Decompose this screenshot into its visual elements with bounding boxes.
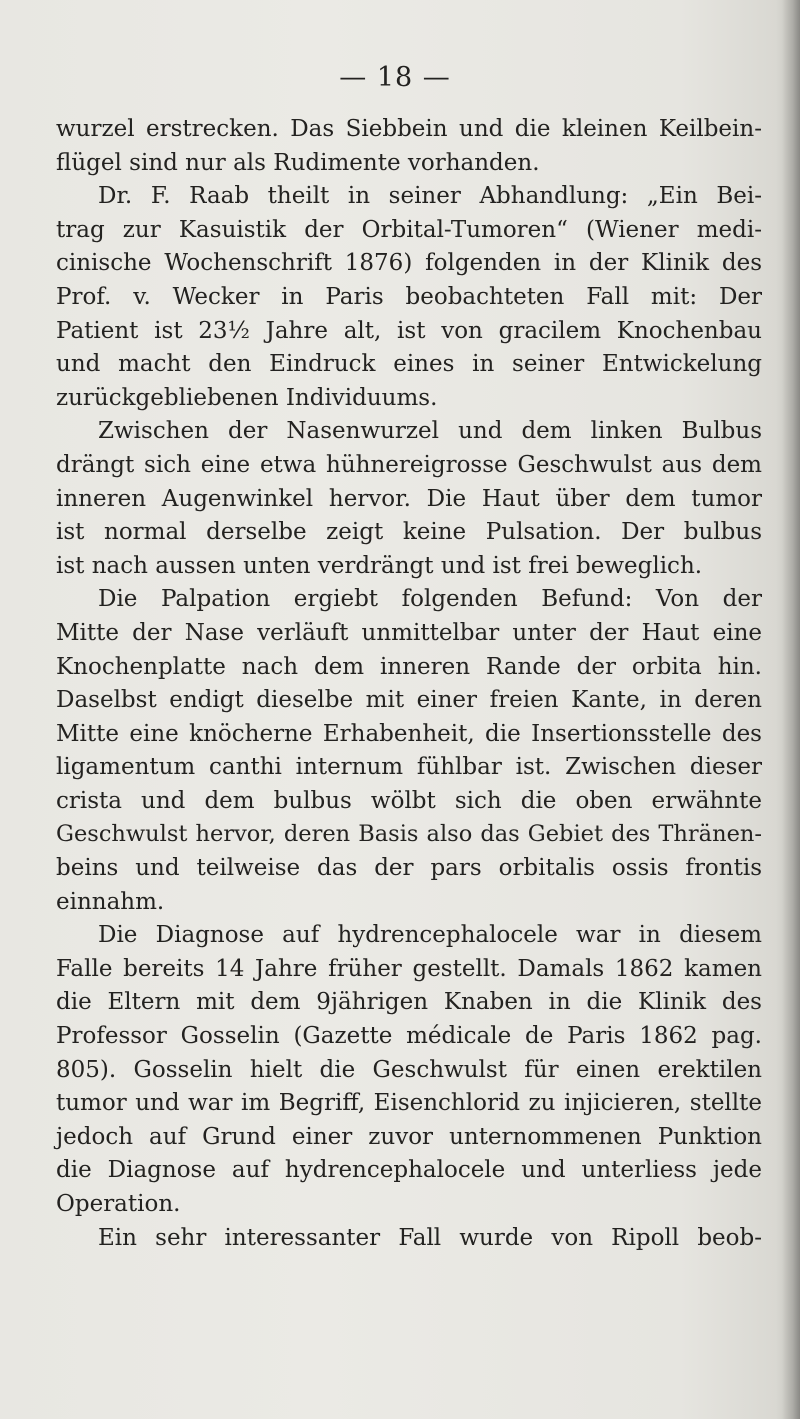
- text-line: Knochenplatte nach dem inneren Rande der orbita hin.: [56, 653, 762, 680]
- text-line: Prof. v. Wecker in Paris beobachteten Fall mit: Der: [56, 283, 762, 310]
- text-line: flügel sind nur als Rudimente vorhanden.: [56, 149, 540, 176]
- text-line: tumor und war im Begriff, Eisenchlorid zu injicieren, stellte: [56, 1090, 762, 1117]
- text-line: Professor Gosselin (Gazette médicale de Paris 1862 pag.: [56, 1023, 762, 1050]
- body-text: [56, 113, 762, 1255]
- text-line: jedoch auf Grund einer zuvor unternommenen Punktion: [56, 1123, 762, 1150]
- text-line: drängt sich eine etwa hühnereigrosse Geschwulst aus dem: [56, 451, 762, 478]
- text-line: ist nach aussen unten verdrängt und ist frei beweglich.: [56, 552, 703, 579]
- page-number: — 18 —: [339, 62, 451, 93]
- text-line: Dr. F. Raab theilt in seiner Abhandlung: „Ein Bei-: [98, 183, 762, 210]
- text-line: trag zur Kasuistik der Orbital-Tumoren“ (Wiener medi-: [56, 216, 762, 243]
- text-line: Mitte der Nase verläuft unmittelbar unter der Haut eine: [56, 619, 762, 646]
- text-line: beins und teilweise das der pars orbitalis ossis frontis: [56, 855, 762, 882]
- text-line: Die Diagnose auf hydrencephalocele war in diesem: [98, 922, 762, 949]
- text-line: crista und dem bulbus wölbt sich die oben erwähnte: [56, 787, 762, 814]
- text-line: ist normal derselbe zeigt keine Pulsation. Der bulbus: [56, 519, 762, 546]
- text-line: und macht den Eindruck eines in seiner Entwickelung: [56, 351, 762, 378]
- text-line: ligamentum canthi internum fühlbar ist. Zwischen dieser: [56, 754, 762, 781]
- page-edge-shadow: [782, 0, 800, 1419]
- text-line: 805). Gosselin hielt die Geschwulst für einen erektilen: [56, 1056, 762, 1083]
- text-line: Ein sehr interessanter Fall wurde von Ripoll beob-: [98, 1224, 762, 1251]
- text-line: inneren Augenwinkel hervor. Die Haut über dem tumor: [56, 485, 762, 512]
- text-line: Operation.: [56, 1191, 181, 1217]
- text-line: Geschwulst hervor, deren Basis also das Gebiet des Thränen-: [56, 821, 762, 848]
- text-line: cinische Wochenschrift 1876) folgenden in der Klinik des: [56, 250, 762, 277]
- text-line: die Diagnose auf hydrencephalocele und unterliess jede: [56, 1157, 762, 1184]
- text-line: Zwischen der Nasenwurzel und dem linken Bulbus: [98, 418, 762, 445]
- text-line: Mitte eine knöcherne Erhabenheit, die Insertionsstelle des: [56, 720, 762, 747]
- text-line: Daselbst endigt dieselbe mit einer freien Kante, in deren: [56, 687, 762, 714]
- text-line: Patient ist 23½ Jahre alt, ist von gracilem Knochenbau: [56, 317, 762, 344]
- text-line: einnahm.: [56, 888, 165, 915]
- text-line: Falle bereits 14 Jahre früher gestellt. Damals 1862 kamen: [56, 955, 762, 982]
- text-line: wurzel erstrecken. Das Siebbein und die kleinen Keilbein-: [56, 116, 762, 142]
- text-line: zurückgebliebenen Individuums.: [56, 384, 438, 411]
- text-line: Die Palpation ergiebt folgenden Befund: Von der: [98, 586, 762, 613]
- text-line: die Eltern mit dem 9jährigen Knaben in die Klinik des: [56, 989, 762, 1016]
